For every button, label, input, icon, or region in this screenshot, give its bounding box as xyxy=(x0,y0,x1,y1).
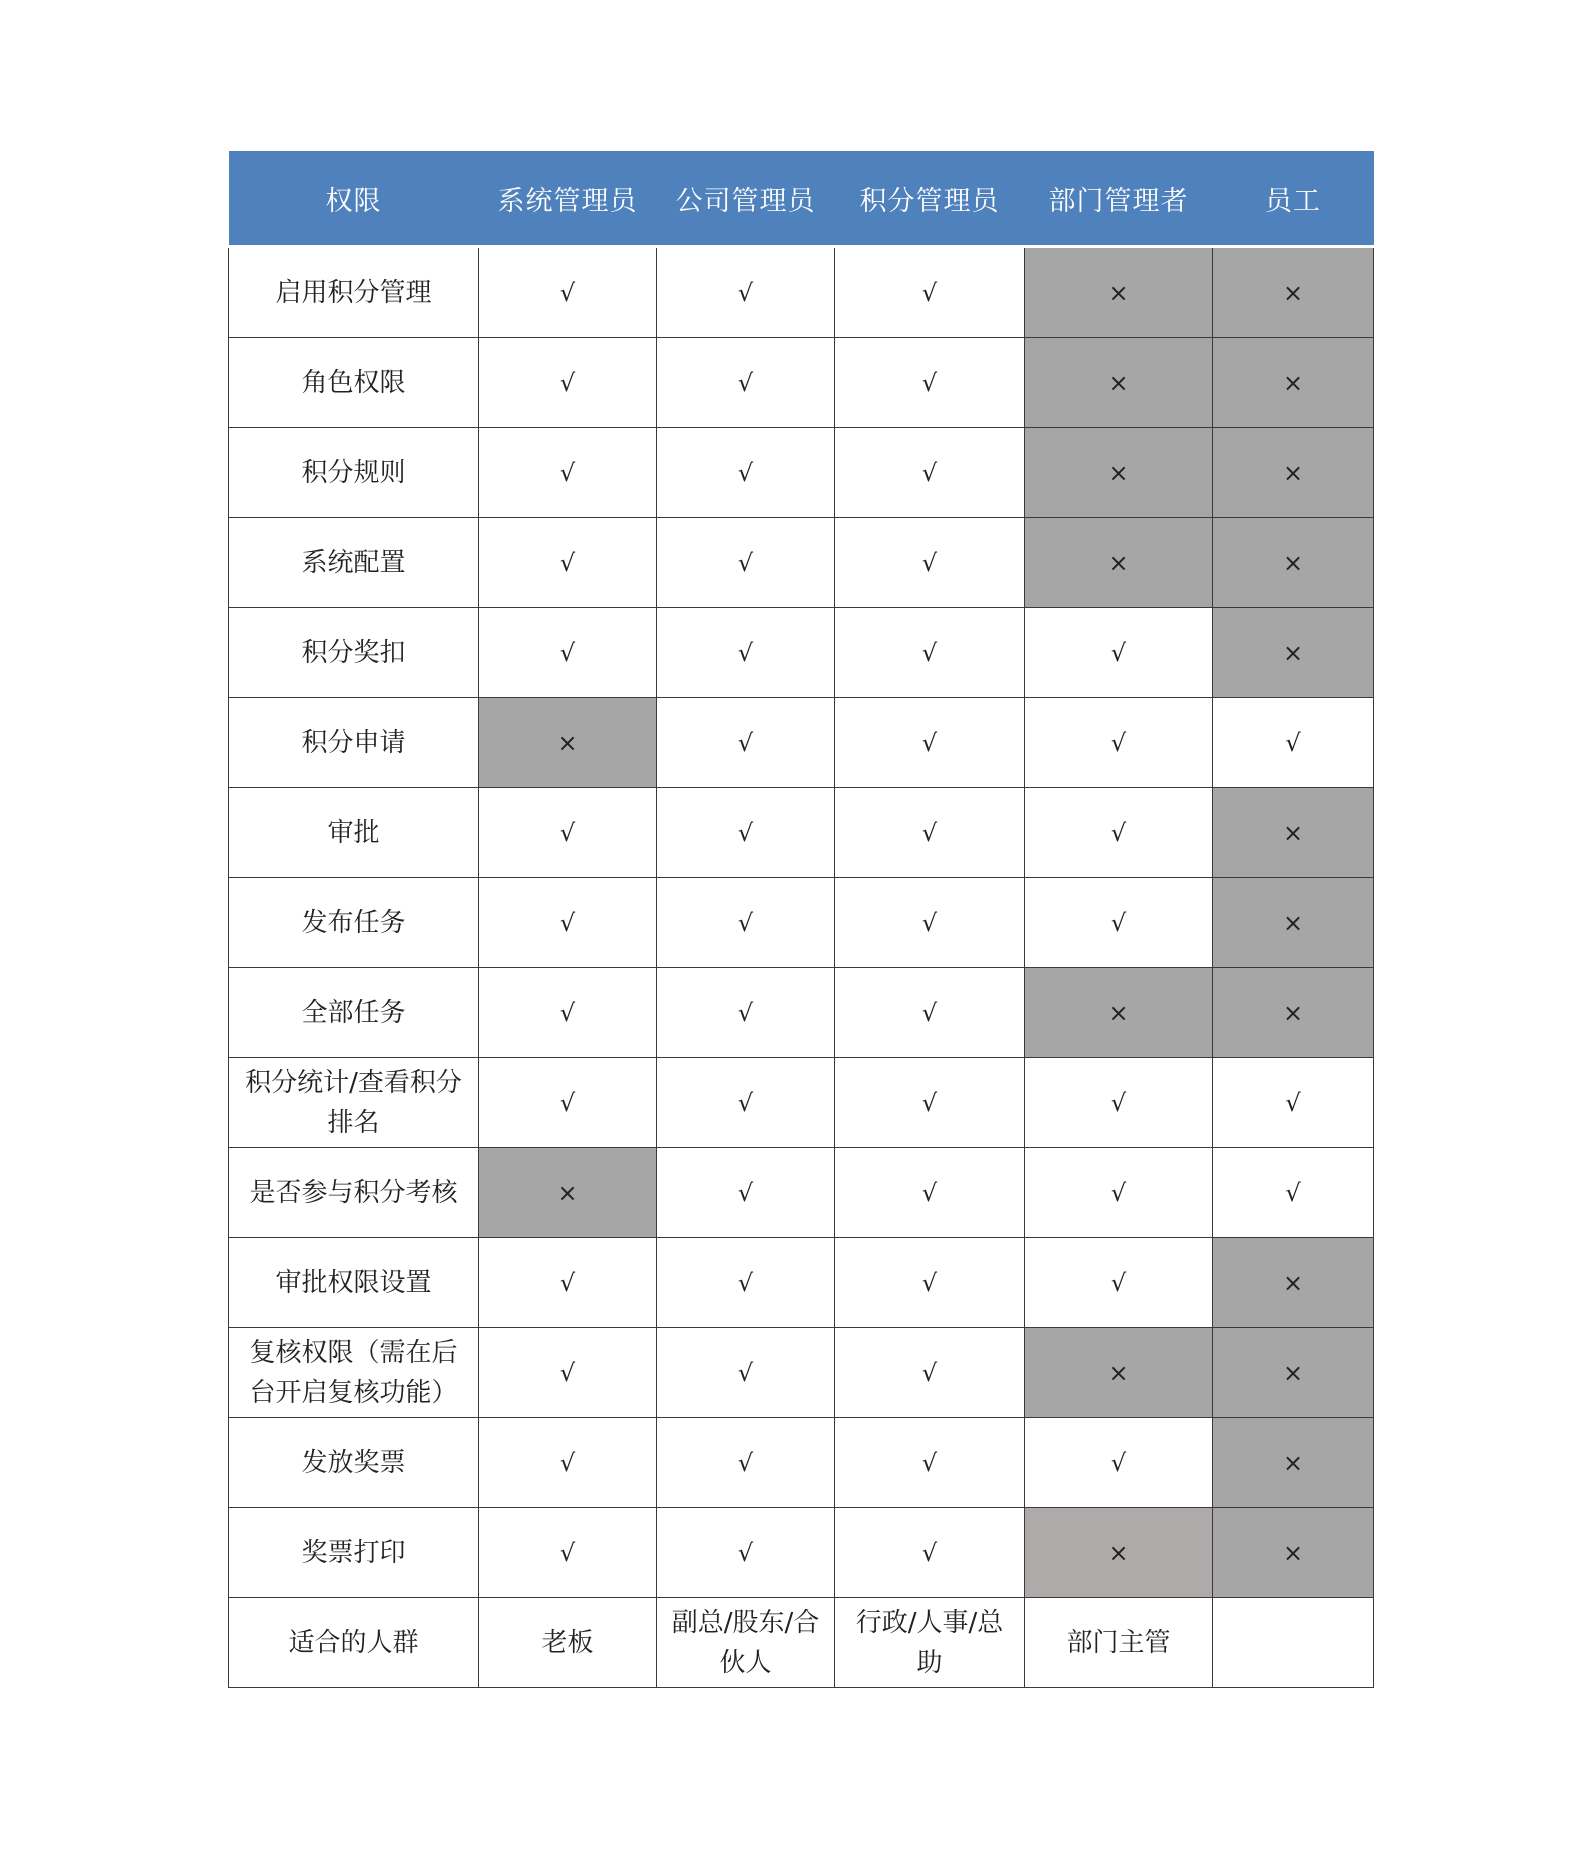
allowed-mark: √ xyxy=(657,968,835,1058)
allowed-mark: √ xyxy=(657,247,835,338)
allowed-mark: √ xyxy=(657,428,835,518)
allowed-mark: √ xyxy=(657,788,835,878)
allowed-mark: √ xyxy=(835,518,1025,608)
allowed-mark: √ xyxy=(1213,698,1374,788)
audience-cell: 老板 xyxy=(479,1598,657,1688)
allowed-mark: √ xyxy=(657,1508,835,1598)
permission-label: 积分申请 xyxy=(229,698,479,788)
denied-mark: × xyxy=(1025,247,1213,338)
allowed-mark: √ xyxy=(835,1418,1025,1508)
table-row xyxy=(229,608,1374,698)
allowed-mark: √ xyxy=(1213,1148,1374,1238)
denied-mark: × xyxy=(1213,608,1374,698)
allowed-mark: √ xyxy=(479,968,657,1058)
table-body xyxy=(229,247,1374,1688)
allowed-mark: √ xyxy=(479,878,657,968)
denied-mark: × xyxy=(479,698,657,788)
allowed-mark: √ xyxy=(835,788,1025,878)
table-row xyxy=(229,698,1374,788)
denied-mark: × xyxy=(1213,1328,1374,1418)
denied-mark: × xyxy=(1025,428,1213,518)
denied-mark: × xyxy=(1025,518,1213,608)
header-row xyxy=(229,151,1374,247)
header-company-admin: 公司管理员 xyxy=(657,151,835,247)
allowed-mark: √ xyxy=(657,518,835,608)
allowed-mark: √ xyxy=(835,338,1025,428)
permission-label: 积分统计/查看积分排名 xyxy=(229,1058,479,1148)
permission-label: 审批 xyxy=(229,788,479,878)
allowed-mark: √ xyxy=(835,878,1025,968)
header-system-admin: 系统管理员 xyxy=(479,151,657,247)
denied-mark: × xyxy=(479,1148,657,1238)
allowed-mark: √ xyxy=(657,338,835,428)
permission-label: 全部任务 xyxy=(229,968,479,1058)
table-row xyxy=(229,1238,1374,1328)
denied-mark: × xyxy=(1025,968,1213,1058)
allowed-mark: √ xyxy=(835,698,1025,788)
allowed-mark: √ xyxy=(479,428,657,518)
table-row xyxy=(229,247,1374,338)
denied-mark: × xyxy=(1213,518,1374,608)
allowed-mark: √ xyxy=(1025,878,1213,968)
table-row xyxy=(229,788,1374,878)
allowed-mark: √ xyxy=(1025,1058,1213,1148)
permission-label: 奖票打印 xyxy=(229,1508,479,1598)
allowed-mark: √ xyxy=(835,1058,1025,1148)
table-row xyxy=(229,338,1374,428)
permission-table xyxy=(228,151,1374,1688)
permission-label: 发放奖票 xyxy=(229,1418,479,1508)
header-points-admin: 积分管理员 xyxy=(835,151,1025,247)
denied-mark: × xyxy=(1213,788,1374,878)
header-department-manager: 部门管理者 xyxy=(1025,151,1213,247)
audience-cell: 副总/股东/合伙人 xyxy=(657,1598,835,1688)
table-header xyxy=(229,151,1374,247)
allowed-mark: √ xyxy=(479,247,657,338)
allowed-mark: √ xyxy=(1025,1238,1213,1328)
allowed-mark: √ xyxy=(1025,1148,1213,1238)
table-row xyxy=(229,878,1374,968)
denied-mark: × xyxy=(1213,1508,1374,1598)
denied-mark: × xyxy=(1213,338,1374,428)
denied-mark: × xyxy=(1213,428,1374,518)
permission-label: 发布任务 xyxy=(229,878,479,968)
audience-row xyxy=(229,1598,1374,1688)
allowed-mark: √ xyxy=(657,1238,835,1328)
allowed-mark: √ xyxy=(479,1328,657,1418)
table-row xyxy=(229,1418,1374,1508)
header-employee: 员工 xyxy=(1213,151,1374,247)
table-row xyxy=(229,1328,1374,1418)
allowed-mark: √ xyxy=(479,1058,657,1148)
permission-label: 复核权限（需在后台开启复核功能） xyxy=(229,1328,479,1418)
allowed-mark: √ xyxy=(657,1148,835,1238)
allowed-mark: √ xyxy=(479,338,657,428)
table-row xyxy=(229,518,1374,608)
audience-cell: 部门主管 xyxy=(1025,1598,1213,1688)
allowed-mark: √ xyxy=(1213,1058,1374,1148)
table-row xyxy=(229,1058,1374,1148)
allowed-mark: √ xyxy=(835,1148,1025,1238)
permission-label: 启用积分管理 xyxy=(229,247,479,338)
allowed-mark: √ xyxy=(1025,608,1213,698)
denied-mark: × xyxy=(1213,968,1374,1058)
allowed-mark: √ xyxy=(835,1328,1025,1418)
table-row xyxy=(229,428,1374,518)
permission-label: 角色权限 xyxy=(229,338,479,428)
allowed-mark: √ xyxy=(479,608,657,698)
denied-mark: × xyxy=(1025,1328,1213,1418)
denied-mark: × xyxy=(1213,1418,1374,1508)
table-row xyxy=(229,968,1374,1058)
table-row xyxy=(229,1148,1374,1238)
allowed-mark: √ xyxy=(1025,1418,1213,1508)
allowed-mark: √ xyxy=(835,1238,1025,1328)
permission-label: 积分奖扣 xyxy=(229,608,479,698)
header-permission: 权限 xyxy=(229,151,479,247)
allowed-mark: √ xyxy=(1025,698,1213,788)
denied-mark: × xyxy=(1213,1238,1374,1328)
allowed-mark: √ xyxy=(657,698,835,788)
permission-label: 积分规则 xyxy=(229,428,479,518)
allowed-mark: √ xyxy=(479,1238,657,1328)
allowed-mark: √ xyxy=(835,608,1025,698)
audience-cell: 行政/人事/总助 xyxy=(835,1598,1025,1688)
denied-mark: × xyxy=(1213,247,1374,338)
audience-label: 适合的人群 xyxy=(229,1598,479,1688)
allowed-mark: √ xyxy=(479,1508,657,1598)
allowed-mark: √ xyxy=(479,1418,657,1508)
allowed-mark: √ xyxy=(479,518,657,608)
allowed-mark: √ xyxy=(835,968,1025,1058)
allowed-mark: √ xyxy=(1025,788,1213,878)
denied-mark: × xyxy=(1025,1508,1213,1598)
allowed-mark: √ xyxy=(657,1418,835,1508)
table-row xyxy=(229,1508,1374,1598)
permission-label: 审批权限设置 xyxy=(229,1238,479,1328)
permission-label: 系统配置 xyxy=(229,518,479,608)
allowed-mark: √ xyxy=(657,878,835,968)
allowed-mark: √ xyxy=(835,428,1025,518)
audience-cell xyxy=(1213,1598,1374,1688)
allowed-mark: √ xyxy=(657,608,835,698)
denied-mark: × xyxy=(1213,878,1374,968)
allowed-mark: √ xyxy=(657,1058,835,1148)
permission-label: 是否参与积分考核 xyxy=(229,1148,479,1238)
allowed-mark: √ xyxy=(835,247,1025,338)
denied-mark: × xyxy=(1025,338,1213,428)
allowed-mark: √ xyxy=(835,1508,1025,1598)
allowed-mark: √ xyxy=(479,788,657,878)
allowed-mark: √ xyxy=(657,1328,835,1418)
